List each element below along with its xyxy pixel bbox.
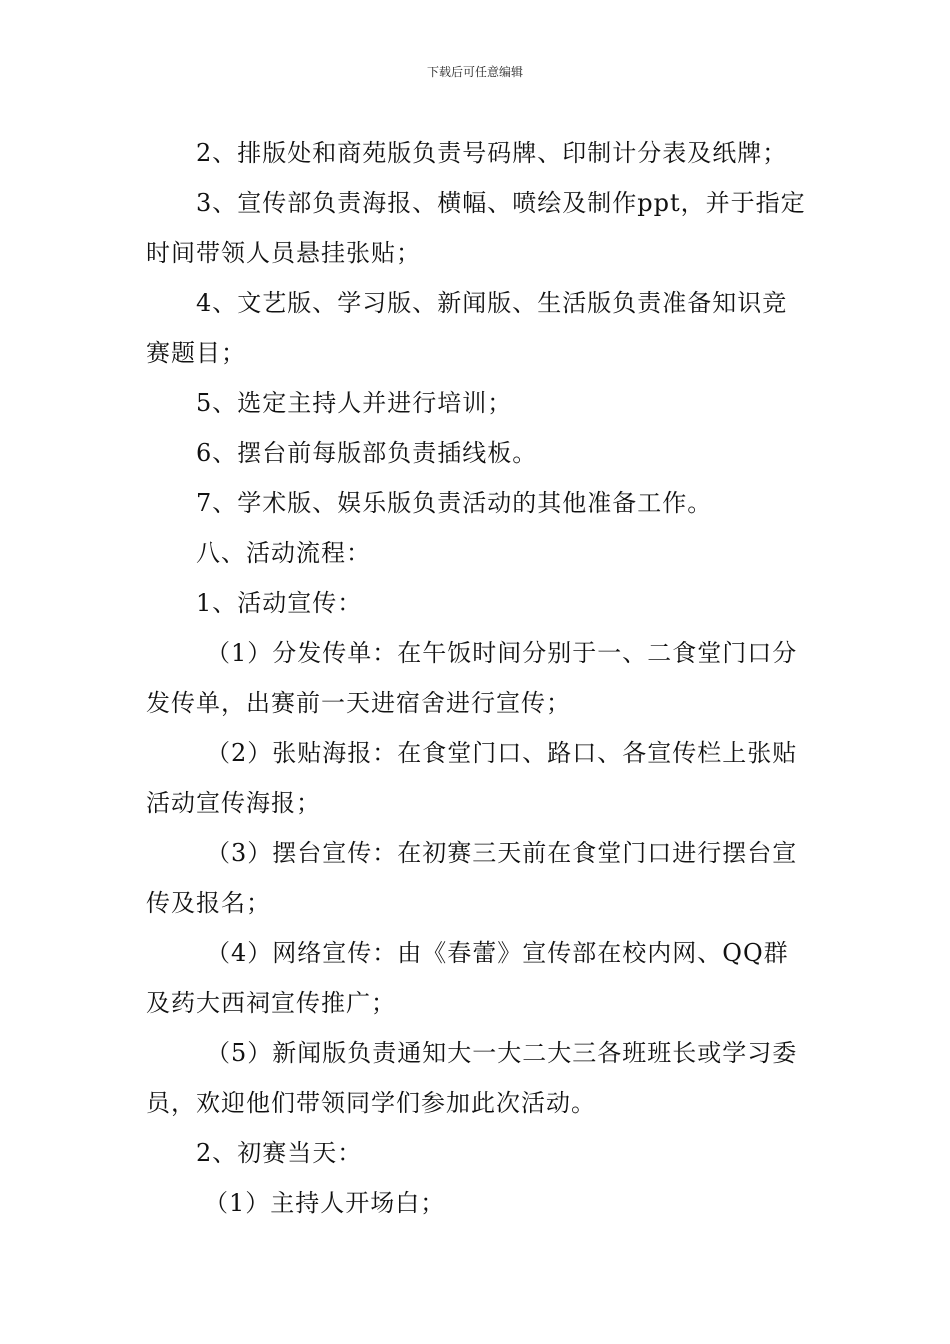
document-body xyxy=(146,128,810,1228)
paragraph-item: （2）张贴海报：在食堂门口、路口、各宣传栏上张贴活动宣传海报； xyxy=(146,739,798,817)
paragraph-item: 7、学术版、娱乐版负责活动的其他准备工作。 xyxy=(196,489,713,517)
paragraph-item: 3、宣传部负责海报、横幅、喷绘及制作ppt，并于指定时间带领人员悬挂张贴； xyxy=(146,189,806,267)
paragraph-item: 4、文艺版、学习版、新闻版、生活版负责准备知识竞赛题目； xyxy=(146,289,788,367)
section-heading: 八、活动流程： xyxy=(196,539,371,567)
paragraph-item: （1）主持人开场白； xyxy=(204,1189,446,1217)
subsection-heading: 2、初赛当天： xyxy=(196,1139,363,1167)
page-header-note: 下载后可任意编辑 xyxy=(426,65,523,79)
paragraph-item: （1）分发传单：在午饭时间分别于一、二食堂门口分发传单，出赛前一天进宿舍进行宣传； xyxy=(146,639,798,717)
paragraph-item: （5）新闻版负责通知大一大二大三各班班长或学习委员，欢迎他们带领同学们参加此次活动。 xyxy=(146,1039,798,1117)
subsection-heading: 1、活动宣传： xyxy=(196,589,363,617)
paragraph-item: 5、选定主持人并进行培训； xyxy=(196,389,513,417)
paragraph-item: （3）摆台宣传：在初赛三天前在食堂门口进行摆台宣传及报名； xyxy=(146,839,798,917)
paragraph-item: （4）网络宣传：由《春蕾》宣传部在校内网、QQ群及药大西祠宣传推广； xyxy=(146,939,789,1017)
paragraph-item: 6、摆台前每版部负责插线板。 xyxy=(196,439,538,467)
paragraph-item: 2、排版处和商苑版负责号码牌、印制计分表及纸牌； xyxy=(196,139,788,167)
